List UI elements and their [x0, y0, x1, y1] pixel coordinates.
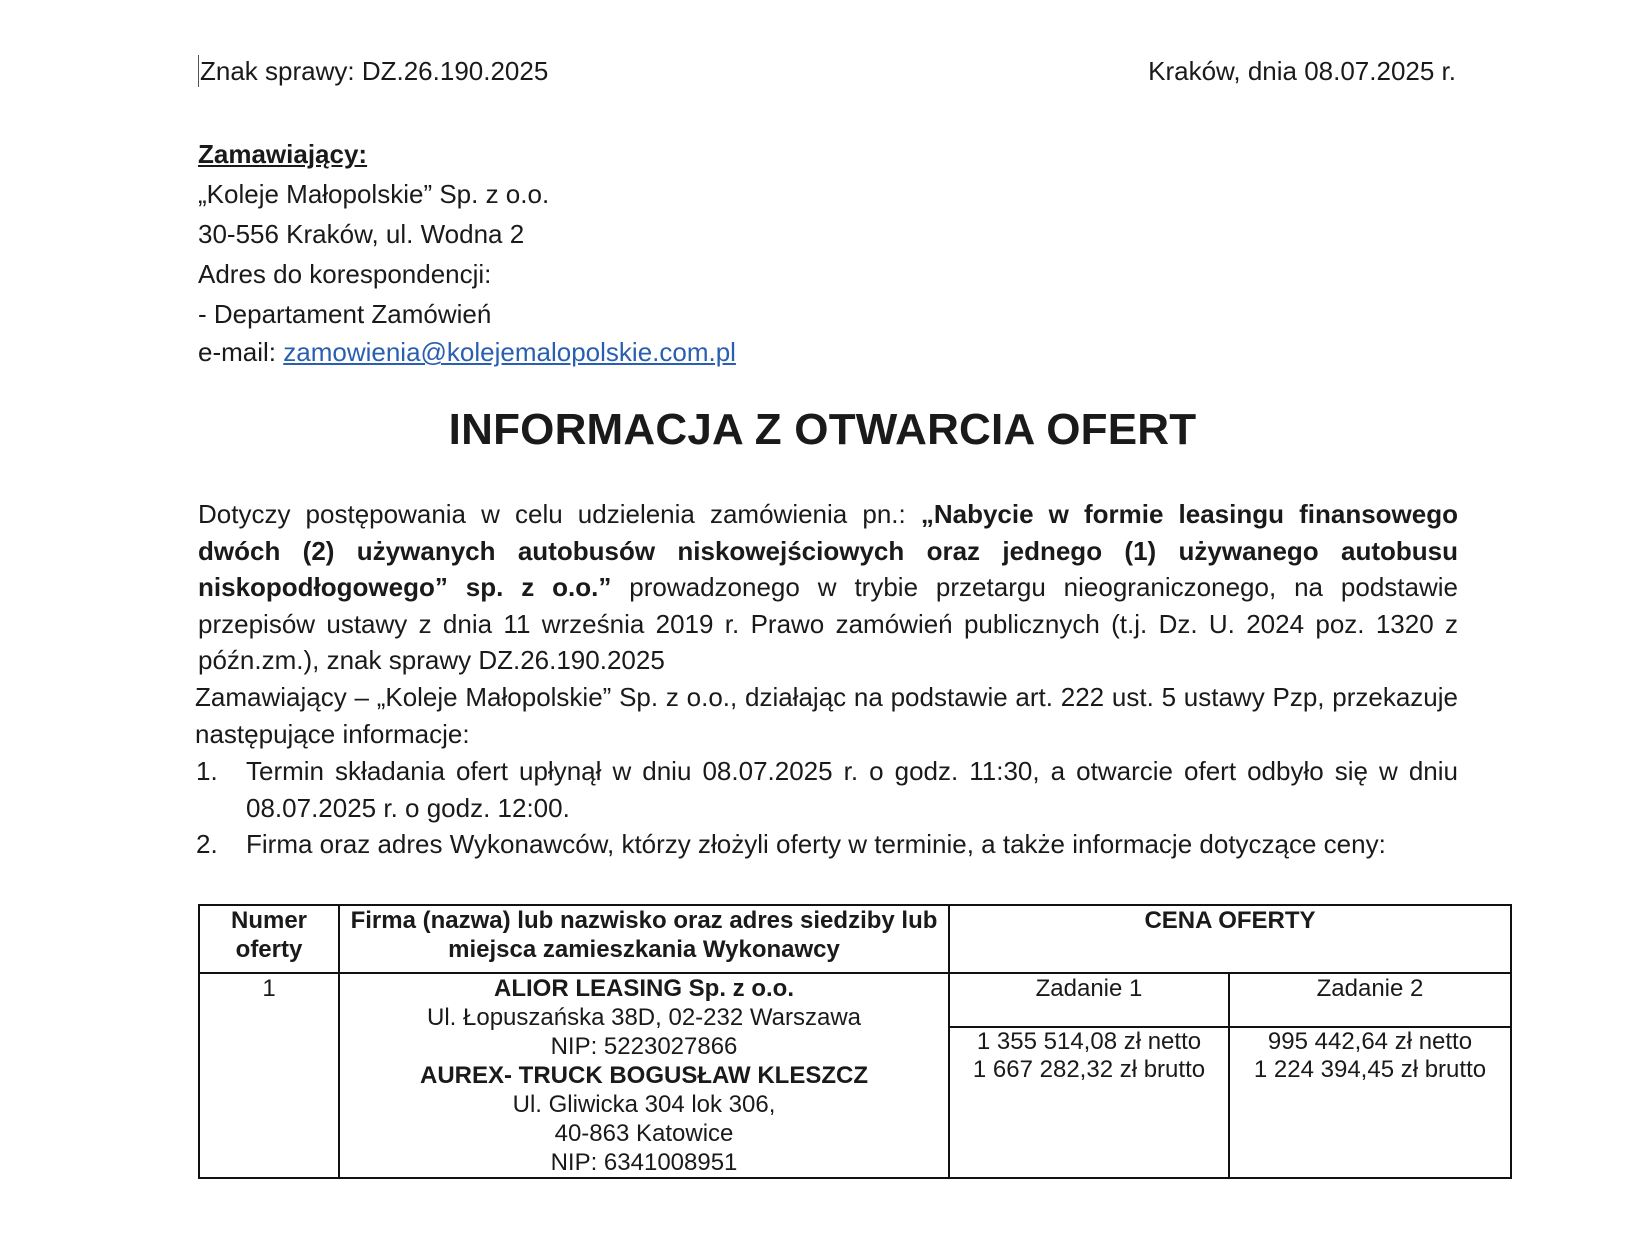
correspondence-label: Adres do korespondencji:	[198, 259, 492, 289]
contracting-authority-block	[198, 134, 736, 369]
firm-nip: NIP: 6341008951	[550, 1149, 738, 1176]
place-date: Kraków, dnia 08.07.2025 r.	[1148, 56, 1456, 86]
contracting-authority-label: Zamawiający:	[198, 139, 368, 169]
table-header-row	[199, 905, 1511, 973]
task1-net: 1 355 514,08 zł netto	[976, 1028, 1202, 1055]
firm-address: Ul. Gliwicka 304 lok 306,	[512, 1091, 776, 1118]
offers-table	[198, 904, 1512, 1179]
email-link[interactable]: zamowienia@kolejemalopolskie.com.pl	[283, 337, 736, 367]
email-line	[198, 335, 736, 369]
firm-address: Ul. Łopuszańska 38D, 02-232 Warszawa	[427, 1004, 861, 1031]
task1-price-cell	[949, 1027, 1229, 1178]
task2-gross: 1 224 394,45 zł brutto	[1253, 1056, 1487, 1083]
table-row	[199, 973, 1511, 1027]
authority-address: 30-556 Kraków, ul. Wodna 2	[198, 219, 525, 249]
procurement-subject: „Nabycie w formie leasingu finansowego dwóch (2) używanych autobusów niskowejściowych oraz jednego (1) używanego autobusu niskopodłogowego” sp. z o.o.”	[198, 499, 1458, 602]
task2-net: 995 442,64 zł netto	[1267, 1028, 1473, 1055]
intro-lead: Dotyczy postępowania w celu udzielenia zamówienia pn.:	[198, 499, 921, 529]
task2-header: Zadanie 2	[1229, 973, 1511, 1027]
authority-name: „Koleje Małopolskie” Sp. z o.o.	[198, 179, 550, 209]
firm-name: ALIOR LEASING Sp. z o.o.	[494, 975, 794, 1002]
list-item	[196, 826, 1458, 863]
offer-number-cell: 1	[199, 973, 339, 1178]
case-reference: Znak sprawy: DZ.26.190.2025	[200, 56, 549, 86]
intro-paragraph	[198, 496, 1458, 679]
statement-paragraph: Zamawiający – „Koleje Małopolskie” Sp. z o.o., działając na podstawie art. 222 ust. 5 ustawy Pzp, przekazuje następujące informacje:	[195, 682, 1458, 749]
firm-name: AUREX- TRUCK BOGUSŁAW KLESZCZ	[420, 1062, 868, 1089]
task2-price-cell	[1229, 1027, 1511, 1178]
department: - Departament Zamówień	[198, 299, 492, 329]
col-header-price: CENA OFERTY	[949, 905, 1511, 973]
col-header-number: Numer oferty	[199, 905, 339, 973]
email-prefix: e-mail:	[198, 337, 284, 367]
list-item	[196, 753, 1458, 826]
list-item-number: 1.	[196, 756, 218, 786]
info-list	[196, 753, 1458, 863]
task1-header: Zadanie 1	[949, 973, 1229, 1027]
col-header-firm: Firma (nazwa) lub nazwisko oraz adres siedziby lub miejsca zamieszkania Wykonawcy	[339, 905, 949, 973]
firm-cell	[339, 973, 949, 1178]
intro-rest: prowadzonego w trybie przetargu nieograniczonego, na podstawie przepisów ustawy z dnia 11 września 2019 r. Prawo zamówień publicznych (t.j. Dz. U. 2024 poz. 1320 z późn.zm.), znak sprawy DZ.26.190.2025	[198, 572, 1458, 675]
page-title: INFORMACJA Z OTWARCIA OFERT	[448, 405, 1197, 454]
list-item-text: Termin składania ofert upłynął w dniu 08.07.2025 r. o godz. 11:30, a otwarcie ofert odbyło się w dniu 08.07.2025 r. o godz. 12:00.	[246, 756, 1458, 823]
firm-address: 40-863 Katowice	[554, 1120, 734, 1147]
task1-gross: 1 667 282,32 zł brutto	[972, 1056, 1206, 1083]
list-item-number: 2.	[196, 829, 218, 859]
list-item-text: Firma oraz adres Wykonawców, którzy złożyli oferty w terminie, a także informacje dotyczące ceny:	[246, 829, 1386, 859]
firm-nip: NIP: 5223027866	[550, 1033, 738, 1060]
